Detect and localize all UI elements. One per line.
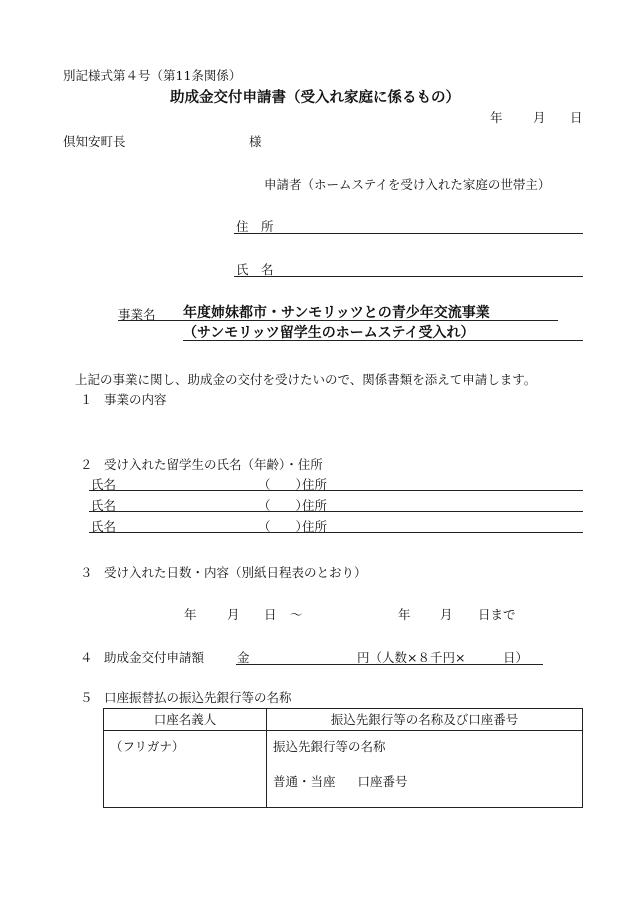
- student-name-label: 氏名: [91, 498, 117, 513]
- applicant-name-line[interactable]: [234, 276, 583, 277]
- section-1-label: 事業の内容: [104, 392, 167, 407]
- amount-underline[interactable]: [236, 664, 543, 665]
- from-month: 月: [227, 607, 240, 622]
- date-month: 月: [533, 110, 546, 125]
- applicant-heading: 申請者（ホームステイを受け入れた家庭の世帯主）: [264, 177, 551, 192]
- from-day: 日: [264, 607, 277, 622]
- student-row-line: [89, 532, 583, 533]
- student-row-line: [89, 511, 583, 512]
- amount-prefix: 金: [237, 650, 250, 665]
- project-label: 事業名: [118, 307, 156, 322]
- section-4-label: 助成金交付申請額: [104, 650, 205, 665]
- to-day: 日まで: [478, 607, 516, 622]
- account-holder-cell[interactable]: [104, 731, 267, 808]
- section-1-number: １: [80, 392, 93, 407]
- applicant-address-label: 住 所: [236, 219, 274, 234]
- bank-info-cell[interactable]: [267, 731, 583, 808]
- student-name-label: 氏名: [91, 477, 117, 492]
- from-year: 年: [184, 607, 197, 622]
- amount-suffix: 円（人数×８千円× 日）: [357, 650, 528, 665]
- project-line-1: 年度姉妹都市・サンモリッツとの青少年交流事業: [183, 305, 490, 321]
- bank-name-label: 振込先銀行等の名称: [273, 739, 386, 754]
- student-address-label: 住所: [302, 498, 328, 513]
- account-number-label: 口座番号: [357, 774, 408, 789]
- section-3-number: ３: [80, 565, 93, 580]
- section-2-label: 受け入れた留学生の氏名（年齢）・住所: [104, 457, 323, 472]
- student-age: （ ）: [258, 519, 309, 534]
- to-month: 月: [440, 607, 453, 622]
- applicant-name-label: 氏 名: [236, 262, 274, 277]
- section-5-label: 口座振替払の振込先銀行等の名称: [104, 690, 292, 705]
- student-row-line: [89, 490, 583, 491]
- section-5-number: ５: [80, 690, 93, 705]
- project-line-2: （サンモリッツ留学生のホームステイ受入れ）: [183, 325, 475, 341]
- form-title: 助成金交付申請書（受入れ家庭に係るもの）: [170, 89, 460, 106]
- student-name-label: 氏名: [91, 519, 117, 534]
- intro-text: 上記の事業に関し、助成金の交付を受けたいので、関係書類を添えて申請します。: [75, 372, 537, 387]
- to-year: 年: [398, 607, 411, 622]
- applicant-address-line[interactable]: [234, 233, 583, 234]
- date-day: 日: [570, 110, 583, 125]
- range-tilde: ～: [290, 607, 303, 622]
- student-age: （ ）: [258, 498, 309, 513]
- recipient-honorific: 様: [249, 134, 262, 149]
- student-address-label: 住所: [302, 519, 328, 534]
- project-underline-2: [183, 340, 583, 341]
- account-type-label: 普通・当座: [273, 774, 336, 789]
- date-year: 年: [490, 110, 503, 125]
- bank-info-header: 振込先銀行等の名称及び口座番号: [267, 709, 583, 731]
- section-3-label: 受け入れた日数・内容（別紙日程表のとおり）: [104, 565, 367, 580]
- bank-account-table: [103, 708, 583, 808]
- account-holder-header: 口座名義人: [104, 709, 267, 731]
- student-address-label: 住所: [302, 477, 328, 492]
- section-4-number: ４: [80, 650, 93, 665]
- project-underline-1: [118, 320, 558, 321]
- student-age: （ ）: [258, 477, 309, 492]
- section-2-number: ２: [80, 457, 93, 472]
- furigana-label: （フリガナ）: [110, 739, 185, 754]
- recipient-name: 倶知安町長: [63, 134, 126, 149]
- form-number: 別記様式第４号（第11条関係）: [63, 68, 242, 83]
